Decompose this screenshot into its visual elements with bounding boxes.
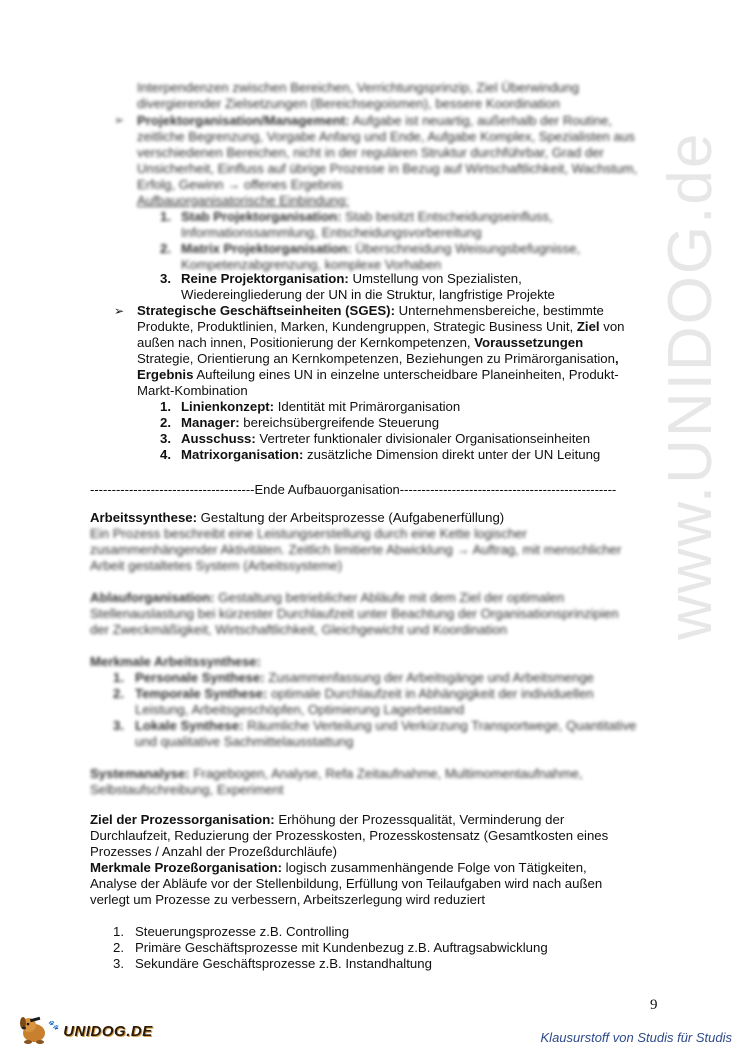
arbeitssynthese-line: Arbeitssynthese: Gestaltung der Arbeitsprozesse (Aufgabenerfüllung) [90, 510, 505, 525]
prozess-line: Durchlaufzeit, Reduzierung der Prozesskosten, Prozesskostensatz (Gesamtkosten eines [90, 828, 609, 843]
dog-icon [16, 1013, 52, 1050]
blurred-line: Erfolg, Gewinn → offenes Ergebnis [137, 177, 343, 192]
blurred-line: Leistung, Arbeitsgeschöpfen, Optimierung Lagerbestand [135, 702, 465, 717]
list-item: Sekundäre Geschäftsprozesse z.B. Instandhaltung [135, 956, 432, 971]
list-number: 1. [113, 924, 124, 939]
list-item: Ausschuss: Vertreter funktionaler divisionaler Organisationseinheiten [181, 431, 591, 446]
blurred-line: Matrix Projektorganisation: Überschneidung Weisungsbefugnisse, [181, 241, 581, 256]
blurred-line: 2. [160, 241, 171, 256]
footer-slogan: Klausurstoff von Studis für Studis [540, 1030, 732, 1045]
blurred-line: Merkmale Arbeitssynthese: [90, 654, 262, 669]
blurred-line: verschiedenen Bereichen, nicht in der regulären Struktur durchführbar, Grad der [137, 145, 604, 160]
sges-line: außen nach innen, Positionierung der Kernkompetenzen, Voraussetzungen [137, 335, 584, 350]
list-item: Linienkonzept: Identität mit Primärorganisation [181, 399, 461, 414]
sges-line: Strategische Geschäftseinheiten (SGES): Unternehmensbereiche, bestimmte [137, 303, 604, 318]
blurred-line: Arbeit gestaltetes System (Arbeitssysteme) [90, 558, 343, 573]
list-number: 3. [160, 271, 171, 286]
prozess-line: Merkmale Prozeßorganisation: logisch zusammenhängende Folge von Tätigkeiten, [90, 860, 587, 875]
section-separator: --------------------------------------Ende Aufbauorganisation-------------------------------------------------- [90, 482, 617, 497]
sges-line: Markt-Kombination [137, 383, 248, 398]
blurred-line: Unsicherheit, Einfluss auf übrige Prozesse in Bezug auf Wirtschaftlichkeit, Wachstum, [137, 161, 638, 176]
sges-line: Strategie, Orientierung an Kernkompetenzen, Beziehungen zu Primärorganisation, [137, 351, 619, 366]
reine-projekt-line: Wiedereingliederung der UN in die Struktur, langfristige Projekte [181, 287, 555, 302]
blurred-line: 1. [160, 209, 171, 224]
bullet-arrow-icon: ➢ [114, 113, 125, 127]
sges-line: Ergebnis Aufteilung eines UN in einzelne unterscheidbare Planeinheiten, Produkt- [137, 367, 619, 382]
list-item: Matrixorganisation: zusätzliche Dimension direkt unter der UN Leitung [181, 447, 601, 462]
list-item: Primäre Geschäftsprozesse mit Kundenbezug z.B. Auftragsabwicklung [135, 940, 548, 955]
blurred-line: Selbstaufschreibung, Experiment [90, 782, 284, 797]
blurred-line: zusammenhängender Aktivitäten. Zeitlich limitierte Abwicklung → Auftrag, mit menschlicher [90, 542, 622, 557]
prozess-line: Ziel der Prozessorganisation: Erhöhung der Prozessqualität, Verminderung der [90, 812, 565, 827]
blurred-line: zeitliche Begrenzung, Vorgabe Anfang und Ende, Aufgabe Komplex, Spezialisten aus [137, 129, 635, 144]
prozess-line: Analyse der Abläufe vor der Stellenbildung, Erfüllung von Teilaufgaben wird nach außen [90, 876, 603, 891]
list-number: 1. [160, 399, 171, 414]
blurred-line: und qualitative Sachmittelausstattung [135, 734, 354, 749]
blurred-line: Temporale Synthese: optimale Durchlaufzeit in Abhängigkeit der individuellen [135, 686, 594, 701]
bullet-arrow-icon: ➢ [114, 304, 125, 318]
blurred-line: divergierender Zielsetzungen (Bereichsegoismen), bessere Koordination [137, 96, 560, 111]
blurred-line: Systemanalyse: Fragebogen, Analyse, Refa Zeitaufnahme, Multimomentaufnahme, [90, 766, 583, 781]
sges-line: Produkte, Produktlinien, Marken, Kundengruppen, Strategic Business Unit, Ziel von [137, 319, 625, 334]
blurred-line: 2. [113, 686, 124, 701]
watermark: www.UNIDOG.de [656, 131, 725, 640]
blurred-line: 3. [113, 718, 124, 733]
blurred-line: Aufbauorganisatorische Einbindung: [137, 193, 349, 208]
list-item: Steuerungsprozesse z.B. Controlling [135, 924, 350, 939]
blurred-line: Projektorganisation/Management: Aufgabe ist neuartig, außerhalb der Routine, [137, 113, 612, 128]
blurred-line: Personale Synthese: Zusammenfassung der Arbeitsgänge und Arbeitsmenge [135, 670, 594, 685]
blurred-line: Informationssammlung, Entscheidungsvorbereitung [181, 225, 482, 240]
prozess-line: Prozesses / Anzahl der Prozeßdurchläufe) [90, 844, 338, 859]
blurred-line: Kompetenzabgrenzung, komplexe Vorhaben [181, 257, 442, 272]
blurred-line: Stab Projektorganisation: Stab besitzt Entscheidungseinfluss, [181, 209, 553, 224]
blurred-line: 1. [113, 670, 124, 685]
list-number: 4. [160, 447, 171, 462]
list-number: 2. [113, 940, 124, 955]
reine-projekt-line: Reine Projektorganisation: Umstellung von Spezialisten, [181, 271, 522, 286]
blurred-line: Stellenauslastung bei kürzester Durchlaufzeit unter Beachtung der Organisationsprinzipien [90, 606, 619, 621]
blurred-line: Interpendenzen zwischen Bereichen, Verrichtungsprinzip, Ziel Überwindung [137, 80, 580, 95]
list-item: Manager: bereichsübergreifende Steuerung [181, 415, 440, 430]
list-number: 3. [113, 956, 124, 971]
unidog-logo [16, 1013, 153, 1050]
blurred-line: Ein Prozess beschreibt eine Leistungserstellung durch eine Kette logischer [90, 526, 527, 541]
paw-icon: 🐾 [48, 1020, 60, 1030]
logo-text: UNIDOG.DE [63, 1023, 153, 1040]
blurred-line: der Zweckmäßigkeit, Wirtschaftlichkeit, Gleichgewicht und Koordination [90, 622, 508, 637]
page-number: 9 [650, 997, 658, 1013]
prozess-line: verlegt um Prozesse zu verbessern, Arbeitszerlegung wird reduziert [90, 892, 486, 907]
list-number: 2. [160, 415, 171, 430]
blurred-line: Lokale Synthese: Räumliche Verteilung und Verkürzung Transportwege, Quantitative [135, 718, 637, 733]
blurred-line: Ablauforganisation: Gestaltung betrieblicher Abläufe mit dem Ziel der optimalen [90, 590, 565, 605]
list-number: 3. [160, 431, 171, 446]
